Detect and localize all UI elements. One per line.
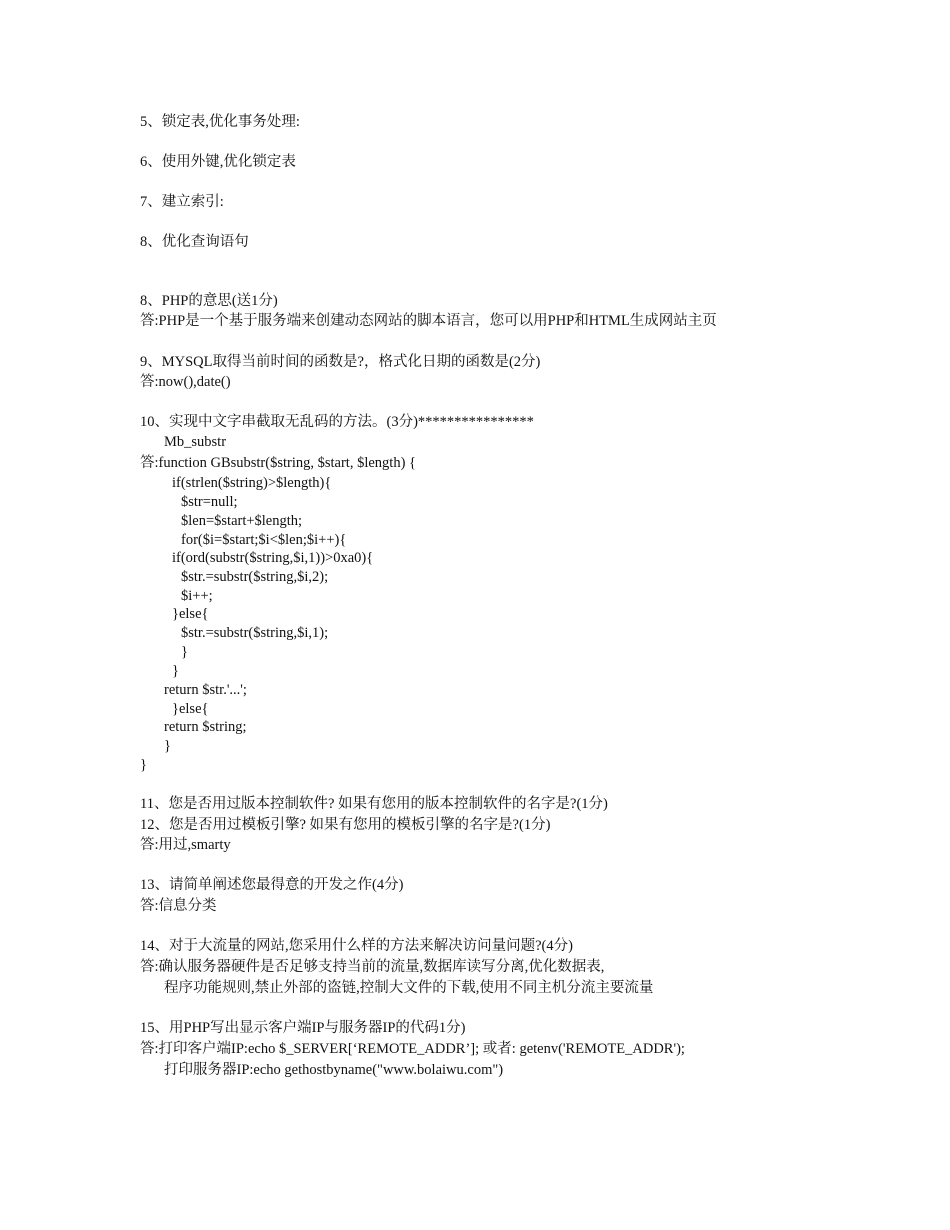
- code-line: $str=null;: [181, 494, 238, 510]
- code-line: for($i=$start;$i<$len;$i++){: [181, 532, 347, 548]
- question-heading: 13、请简单阐述您最得意的开发之作(4分): [140, 877, 404, 893]
- answer-text: 答:用过,smarty: [140, 837, 231, 853]
- code-line: }: [140, 757, 147, 773]
- question-heading: 12、您是否用过模板引擎? 如果有您用的模板引擎的名字是?(1分): [140, 817, 551, 833]
- question-heading: 15、用PHP写出显示客户端IP与服务器IP的代码1分): [140, 1020, 466, 1036]
- code-line: if(ord(substr($string,$i,1))>0xa0){: [172, 550, 374, 566]
- question-heading: 10、实现中文字串截取无乱码的方法。(3分)****************: [140, 414, 534, 430]
- answer-text: 答:PHP是一个基于服务端来创建动态网站的脚本语言，您可以用PHP和HTML生成网站主页: [140, 313, 717, 329]
- answer-text: 答:信息分类: [140, 898, 217, 914]
- code-line: Mb_substr: [164, 434, 227, 450]
- question-heading: 9、MYSQL取得当前时间的函数是?，格式化日期的函数是(2分): [140, 354, 541, 370]
- question-heading: 14、对于大流量的网站,您采用什么样的方法来解决访问量问题?(4分): [140, 938, 573, 954]
- code-line: $i++;: [181, 588, 213, 604]
- code-line: $str.=substr($string,$i,1);: [181, 625, 329, 641]
- code-line: }else{: [172, 701, 209, 717]
- answer-text: 答:确认服务器硬件是否足够支持当前的流量,数据库读写分离,优化数据表,: [140, 959, 605, 975]
- answer-text: 打印服务器IP:echo gethostbyname("www.bolaiwu.com"): [164, 1062, 504, 1078]
- code-line: }else{: [172, 606, 209, 622]
- code-line: }: [172, 663, 179, 679]
- question-heading: 11、您是否用过版本控制软件? 如果有您用的版本控制软件的名字是?(1分): [140, 796, 608, 812]
- code-line: return $str.'...';: [164, 682, 247, 698]
- code-line: return $string;: [164, 719, 247, 735]
- answer-text: 答:now(),date(): [140, 374, 231, 390]
- text-line: 8、优化查询语句: [140, 234, 249, 250]
- text-line: 7、建立索引:: [140, 194, 224, 210]
- answer-text: 答:打印客户端IP:echo $_SERVER[‘REMOTE_ADDR’]; 或者: getenv('REMOTE_ADDR');: [140, 1041, 685, 1057]
- code-line: if(strlen($string)>$length){: [172, 475, 332, 491]
- code-line: }: [164, 738, 171, 754]
- code-line: }: [181, 644, 188, 660]
- text-line: 6、使用外键,优化锁定表: [140, 154, 296, 170]
- code-line: 答:function GBsubstr($string, $start, $length) {: [140, 455, 416, 471]
- code-line: $str.=substr($string,$i,2);: [181, 569, 329, 585]
- answer-text: 程序功能规则,禁止外部的盗链,控制大文件的下载,使用不同主机分流主要流量: [164, 980, 654, 996]
- question-heading: 8、PHP的意思(送1分): [140, 293, 278, 309]
- text-line: 5、锁定表,优化事务处理:: [140, 114, 300, 130]
- code-line: $len=$start+$length;: [181, 513, 303, 529]
